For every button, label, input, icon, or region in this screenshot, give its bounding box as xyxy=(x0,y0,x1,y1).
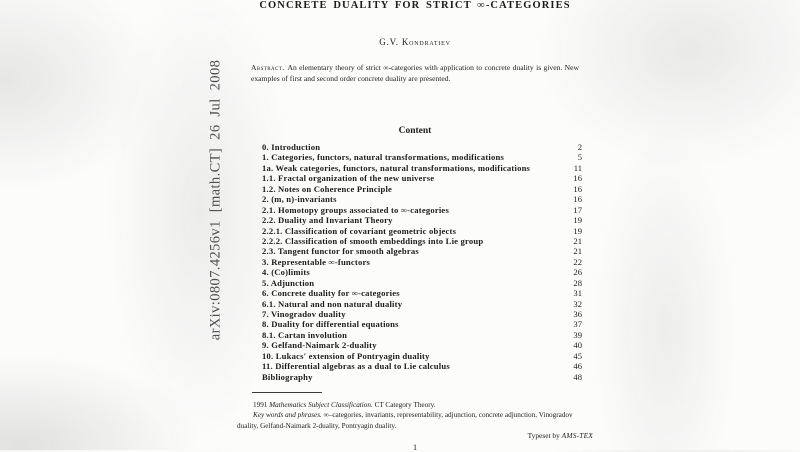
toc-entry xyxy=(262,152,582,162)
toc-entry-label: 3. Representable ∞-functors xyxy=(262,256,371,267)
footnotes xyxy=(237,400,593,431)
toc-entry-label: 10. Lukacs' extension of Pontryagin duality xyxy=(262,350,430,361)
toc-entry xyxy=(262,246,582,256)
toc-entry-label: 9. Gelfand-Naimark 2-duality xyxy=(262,340,377,351)
toc-entry xyxy=(262,226,582,236)
toc-entry xyxy=(262,309,582,319)
toc-entry-label: 2.2. Duality and Invariant Theory xyxy=(262,215,393,226)
toc-entry-page: 28 xyxy=(573,277,582,288)
toc-entry xyxy=(262,215,582,225)
toc-entry xyxy=(262,257,582,267)
paper-author: G.V. Kondratiev xyxy=(379,37,451,47)
abstract-label: Abstract. xyxy=(251,63,285,72)
toc-entry xyxy=(262,184,582,194)
toc-entry-page: 45 xyxy=(573,350,582,361)
toc-entry-label: 5. Adjunction xyxy=(262,277,315,288)
abstract-text: An elementary theory of strict ∞-categories with application to concrete duality is given. New examples of first and second order concrete duality are presented. xyxy=(251,63,579,83)
toc-entry-label: 2. (m, n)-invariants xyxy=(262,194,337,205)
paper-title: CONCRETE DUALITY FOR STRICT ∞-CATEGORIES xyxy=(259,0,571,11)
toc-entry-label: 2.1. Homotopy groups associated to ∞-categories xyxy=(262,204,449,215)
toc-entry-page: 26 xyxy=(573,267,582,278)
toc-entry-page: 31 xyxy=(573,288,582,299)
toc-entry-label: 2.3. Tangent functor for smooth algebras xyxy=(262,246,419,257)
toc-entry-page: 16 xyxy=(573,183,582,194)
toc-entry-label: 11. Differential algebras as a dual to Lie calculus xyxy=(262,361,450,372)
toc-entry-label: 1.2. Notes on Coherence Principle xyxy=(262,183,393,194)
toc-entry xyxy=(262,361,582,371)
toc-entry-label: 1a. Weak categories, functors, natural transformations, modifications xyxy=(262,162,531,173)
toc-entry-page: 39 xyxy=(573,329,582,340)
toc-entry-page: 5 xyxy=(577,152,582,163)
toc-entry-label: 2.2.1. Classification of covariant geometric objects xyxy=(262,225,457,236)
toc-entry-page: 2 xyxy=(577,142,582,152)
toc-entry-label: 6. Concrete duality for ∞-categories xyxy=(262,288,400,299)
toc-entry-page: 21 xyxy=(573,235,582,246)
abstract xyxy=(251,63,579,84)
toc-heading: Content xyxy=(398,126,432,136)
toc-entry-label: 0. Introduction xyxy=(262,142,321,152)
toc-entry-page: 19 xyxy=(573,225,582,236)
toc-entry xyxy=(262,372,582,382)
footnote-keywords-text: ∞–categories, invariants, representability, adjunction, concrete adjunction, Vinogradov duality, Gelfand-Naimark 2-duality, Pontryagin duality. xyxy=(237,411,573,430)
toc-entry xyxy=(262,340,582,350)
toc-entry xyxy=(262,194,582,204)
toc-entry xyxy=(262,278,582,288)
page-number: 1 xyxy=(412,443,418,452)
toc-entry-page: 32 xyxy=(573,298,582,309)
footnote-msc-label: Mathematics Subject Classification. xyxy=(269,401,373,410)
typeset-prefix: Typeset by xyxy=(527,431,562,441)
arxiv-stamp: arXiv:0807.4256v1 [math.CT] 26 Jul 2008 xyxy=(207,59,224,341)
toc-entry xyxy=(262,173,582,183)
toc-entry-page: 40 xyxy=(573,340,582,351)
toc-entry-page: 22 xyxy=(573,256,582,267)
toc-entry-page: 16 xyxy=(573,173,582,184)
footnote-keywords xyxy=(237,410,593,431)
footnote-keywords-label: Key words and phrases. xyxy=(253,411,322,420)
paper-page xyxy=(237,0,593,452)
toc-entry-page: 21 xyxy=(573,246,582,257)
toc-entry xyxy=(262,299,582,309)
toc-entry-label: 1. Categories, functors, natural transformations, modifications xyxy=(262,152,504,163)
footnote-msc xyxy=(237,400,593,410)
footnote-msc-text: CT Category Theory. xyxy=(372,401,436,410)
toc-entry-page: 46 xyxy=(573,361,582,372)
toc-entry-label: 2.2.2. Classification of smooth embeddings into Lie group xyxy=(262,235,484,246)
toc-entry xyxy=(262,330,582,340)
toc-entry-page: 11 xyxy=(573,162,582,173)
toc-entry-label: 6.1. Natural and non natural duality xyxy=(262,298,403,309)
toc-entry xyxy=(262,319,582,329)
toc-entry-page: 19 xyxy=(573,215,582,226)
footnote-rule xyxy=(252,392,322,393)
toc-entry xyxy=(262,142,582,152)
toc-entry xyxy=(262,236,582,246)
footnote-msc-year: 1991 xyxy=(253,401,270,410)
toc-entry-page: 16 xyxy=(573,194,582,205)
toc-entry-label: 7. Vinogradov duality xyxy=(262,309,346,319)
toc-entry-page: 36 xyxy=(573,309,582,319)
toc-entry-label: 8. Duality for differential equations xyxy=(262,319,399,330)
toc-entry xyxy=(262,267,582,277)
toc-entry-page: 17 xyxy=(573,204,582,215)
toc-list xyxy=(237,142,593,382)
toc-entry-label: 4. (Co)limits xyxy=(262,267,310,278)
toc-entry xyxy=(262,288,582,298)
toc-entry xyxy=(262,163,582,173)
typeset-credit xyxy=(237,431,593,440)
toc-entry xyxy=(262,205,582,215)
toc-entry-label: Bibliography xyxy=(262,371,313,382)
toc-entry-page: 48 xyxy=(573,371,582,382)
toc-entry-page: 37 xyxy=(573,319,582,330)
toc-entry-label: 1.1. Fractal organization of the new universe xyxy=(262,173,435,184)
ams-tex-logo: AMS-TEX xyxy=(561,431,593,441)
toc-entry-label: 8.1. Cartan involution xyxy=(262,329,348,340)
toc-entry xyxy=(262,351,582,361)
